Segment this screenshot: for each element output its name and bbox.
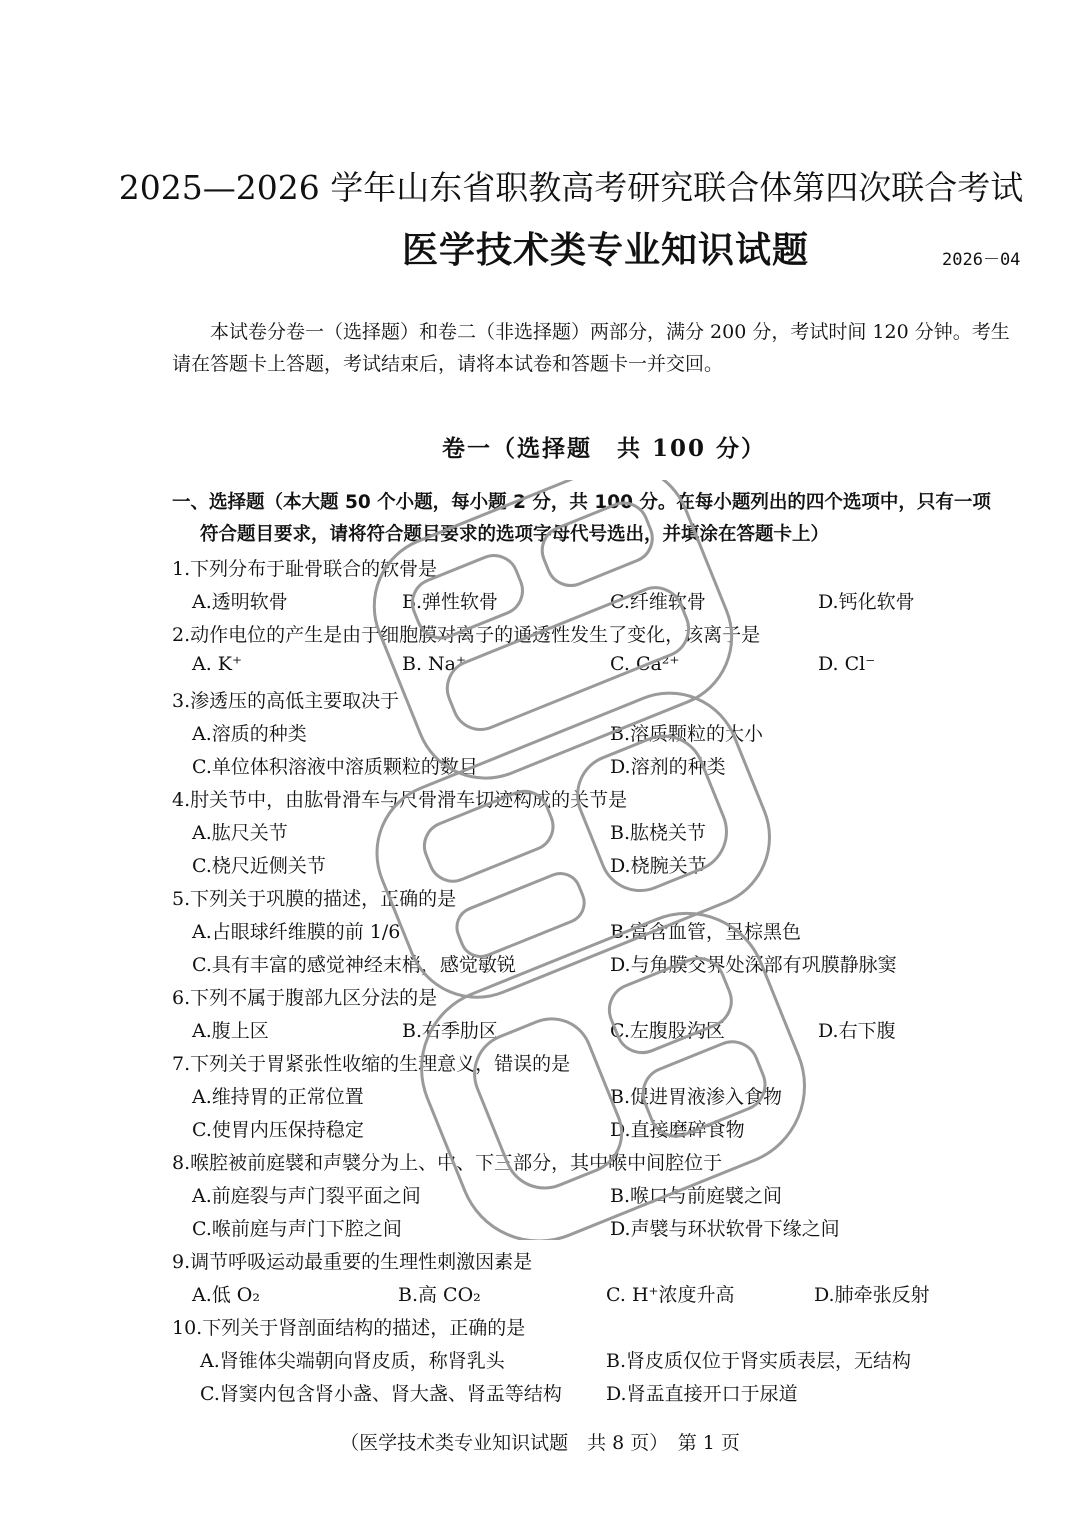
question-stem: 3.渗透压的高低主要取决于 <box>172 690 400 712</box>
instructions-line-1: 一、选择题（本大题 50 个小题，每小题 2 分，共 100 分。在每小题列出的四个选项中，只有一项 <box>172 492 991 513</box>
option-d: D.肾盂直接开口于尿道 <box>606 1383 798 1405</box>
intro-line-1: 本试卷分卷一（选择题）和卷二（非选择题）两部分，满分 200 分，考试时间 120 分钟。考生 <box>210 321 1010 343</box>
exam-date: 2026－04 <box>942 250 1021 270</box>
option-a: A.前庭裂与声门裂平面之间 <box>192 1185 421 1207</box>
question-stem: 4.肘关节中，由肱骨滑车与尺骨滑车切迹构成的关节是 <box>172 789 628 811</box>
option-b: B.肱桡关节 <box>610 822 707 844</box>
option-b: B.弹性软骨 <box>402 591 499 613</box>
page-footer: （医学技术类专业知识试题 共 8 页） 第 1 页 <box>340 1432 740 1454</box>
question-stem: 6.下列不属于腹部九区分法的是 <box>172 987 438 1009</box>
option-a: A. K⁺ <box>192 653 243 675</box>
option-d: D.桡腕关节 <box>610 855 707 877</box>
option-b: B.右季肋区 <box>402 1020 499 1042</box>
intro-line-2: 请在答题卡上答题，考试结束后，请将本试卷和答题卡一并交回。 <box>172 353 724 375</box>
exam-title: 2025—2026 学年山东省职教高考研究联合体第四次联合考试 <box>118 168 1024 207</box>
option-d: D.声襞与环状软骨下缘之间 <box>610 1218 840 1240</box>
option-b: B.促进胃液渗入食物 <box>610 1086 783 1108</box>
option-d: D.肺牵张反射 <box>814 1284 930 1306</box>
option-a: A.透明软骨 <box>192 591 288 613</box>
option-c: C. H⁺浓度升高 <box>606 1284 735 1306</box>
exam-subtitle: 医学技术类专业知识试题 <box>402 230 810 271</box>
question-stem: 7.下列关于胃紧张性收缩的生理意义，错误的是 <box>172 1053 571 1075</box>
question-stem: 5.下列关于巩膜的描述，正确的是 <box>172 888 457 910</box>
option-c: C.纤维软骨 <box>610 591 706 613</box>
option-a: A.肱尺关节 <box>192 822 288 844</box>
option-d: D.钙化软骨 <box>818 591 915 613</box>
option-c: C.单位体积溶液中溶质颗粒的数目 <box>192 756 478 778</box>
option-b: B.肾皮质仅位于肾实质表层，无结构 <box>606 1350 912 1372</box>
option-a: A.肾锥体尖端朝向肾皮质，称肾乳头 <box>200 1350 505 1372</box>
option-d: D.与角膜交界处深部有巩膜静脉窦 <box>610 954 897 976</box>
option-a: A.占眼球纤维膜的前 1/6 <box>192 921 401 943</box>
question-stem: 10.下列关于肾剖面结构的描述，正确的是 <box>172 1317 526 1339</box>
option-c: C. Ca²⁺ <box>610 653 680 675</box>
question-stem: 2.动作电位的产生是由于细胞膜对离子的通透性发生了变化，该离子是 <box>172 624 761 646</box>
option-c: C.桡尺近侧关节 <box>192 855 326 877</box>
option-a: A.腹上区 <box>192 1020 269 1042</box>
option-d: D.直接磨碎食物 <box>610 1119 745 1141</box>
option-b: B.富含血管，呈棕黑色 <box>610 921 802 943</box>
option-a: A.溶质的种类 <box>192 723 307 745</box>
option-c: C.具有丰富的感觉神经末梢，感觉敏锐 <box>192 954 516 976</box>
option-b: B. Na⁺ <box>402 653 467 675</box>
instructions-line-2: 符合题目要求，请将符合题目要求的选项字母代号选出，并填涂在答题卡上） <box>200 524 830 545</box>
question-stem: 8.喉腔被前庭襞和声襞分为上、中、下三部分，其中喉中间腔位于 <box>172 1152 723 1174</box>
option-c: C.肾窦内包含肾小盏、肾大盏、肾盂等结构 <box>200 1383 562 1405</box>
option-c: C.左腹股沟区 <box>610 1020 725 1042</box>
option-c: C.喉前庭与声门下腔之间 <box>192 1218 402 1240</box>
option-b: B.喉口与前庭襞之间 <box>610 1185 783 1207</box>
question-stem: 1.下列分布于耻骨联合的软骨是 <box>172 558 438 580</box>
option-d: D. Cl⁻ <box>818 653 876 675</box>
question-stem: 9.调节呼吸运动最重要的生理性刺激因素是 <box>172 1251 533 1273</box>
option-c: C.使胃内压保持稳定 <box>192 1119 364 1141</box>
option-d: D.溶剂的种类 <box>610 756 726 778</box>
section-title: 卷一（选择题 共 100 分） <box>442 435 767 462</box>
option-d: D.右下腹 <box>818 1020 896 1042</box>
option-b: B.高 CO₂ <box>398 1284 481 1306</box>
option-b: B.溶质颗粒的大小 <box>610 723 764 745</box>
option-a: A.低 O₂ <box>192 1284 260 1306</box>
option-a: A.维持胃的正常位置 <box>192 1086 364 1108</box>
